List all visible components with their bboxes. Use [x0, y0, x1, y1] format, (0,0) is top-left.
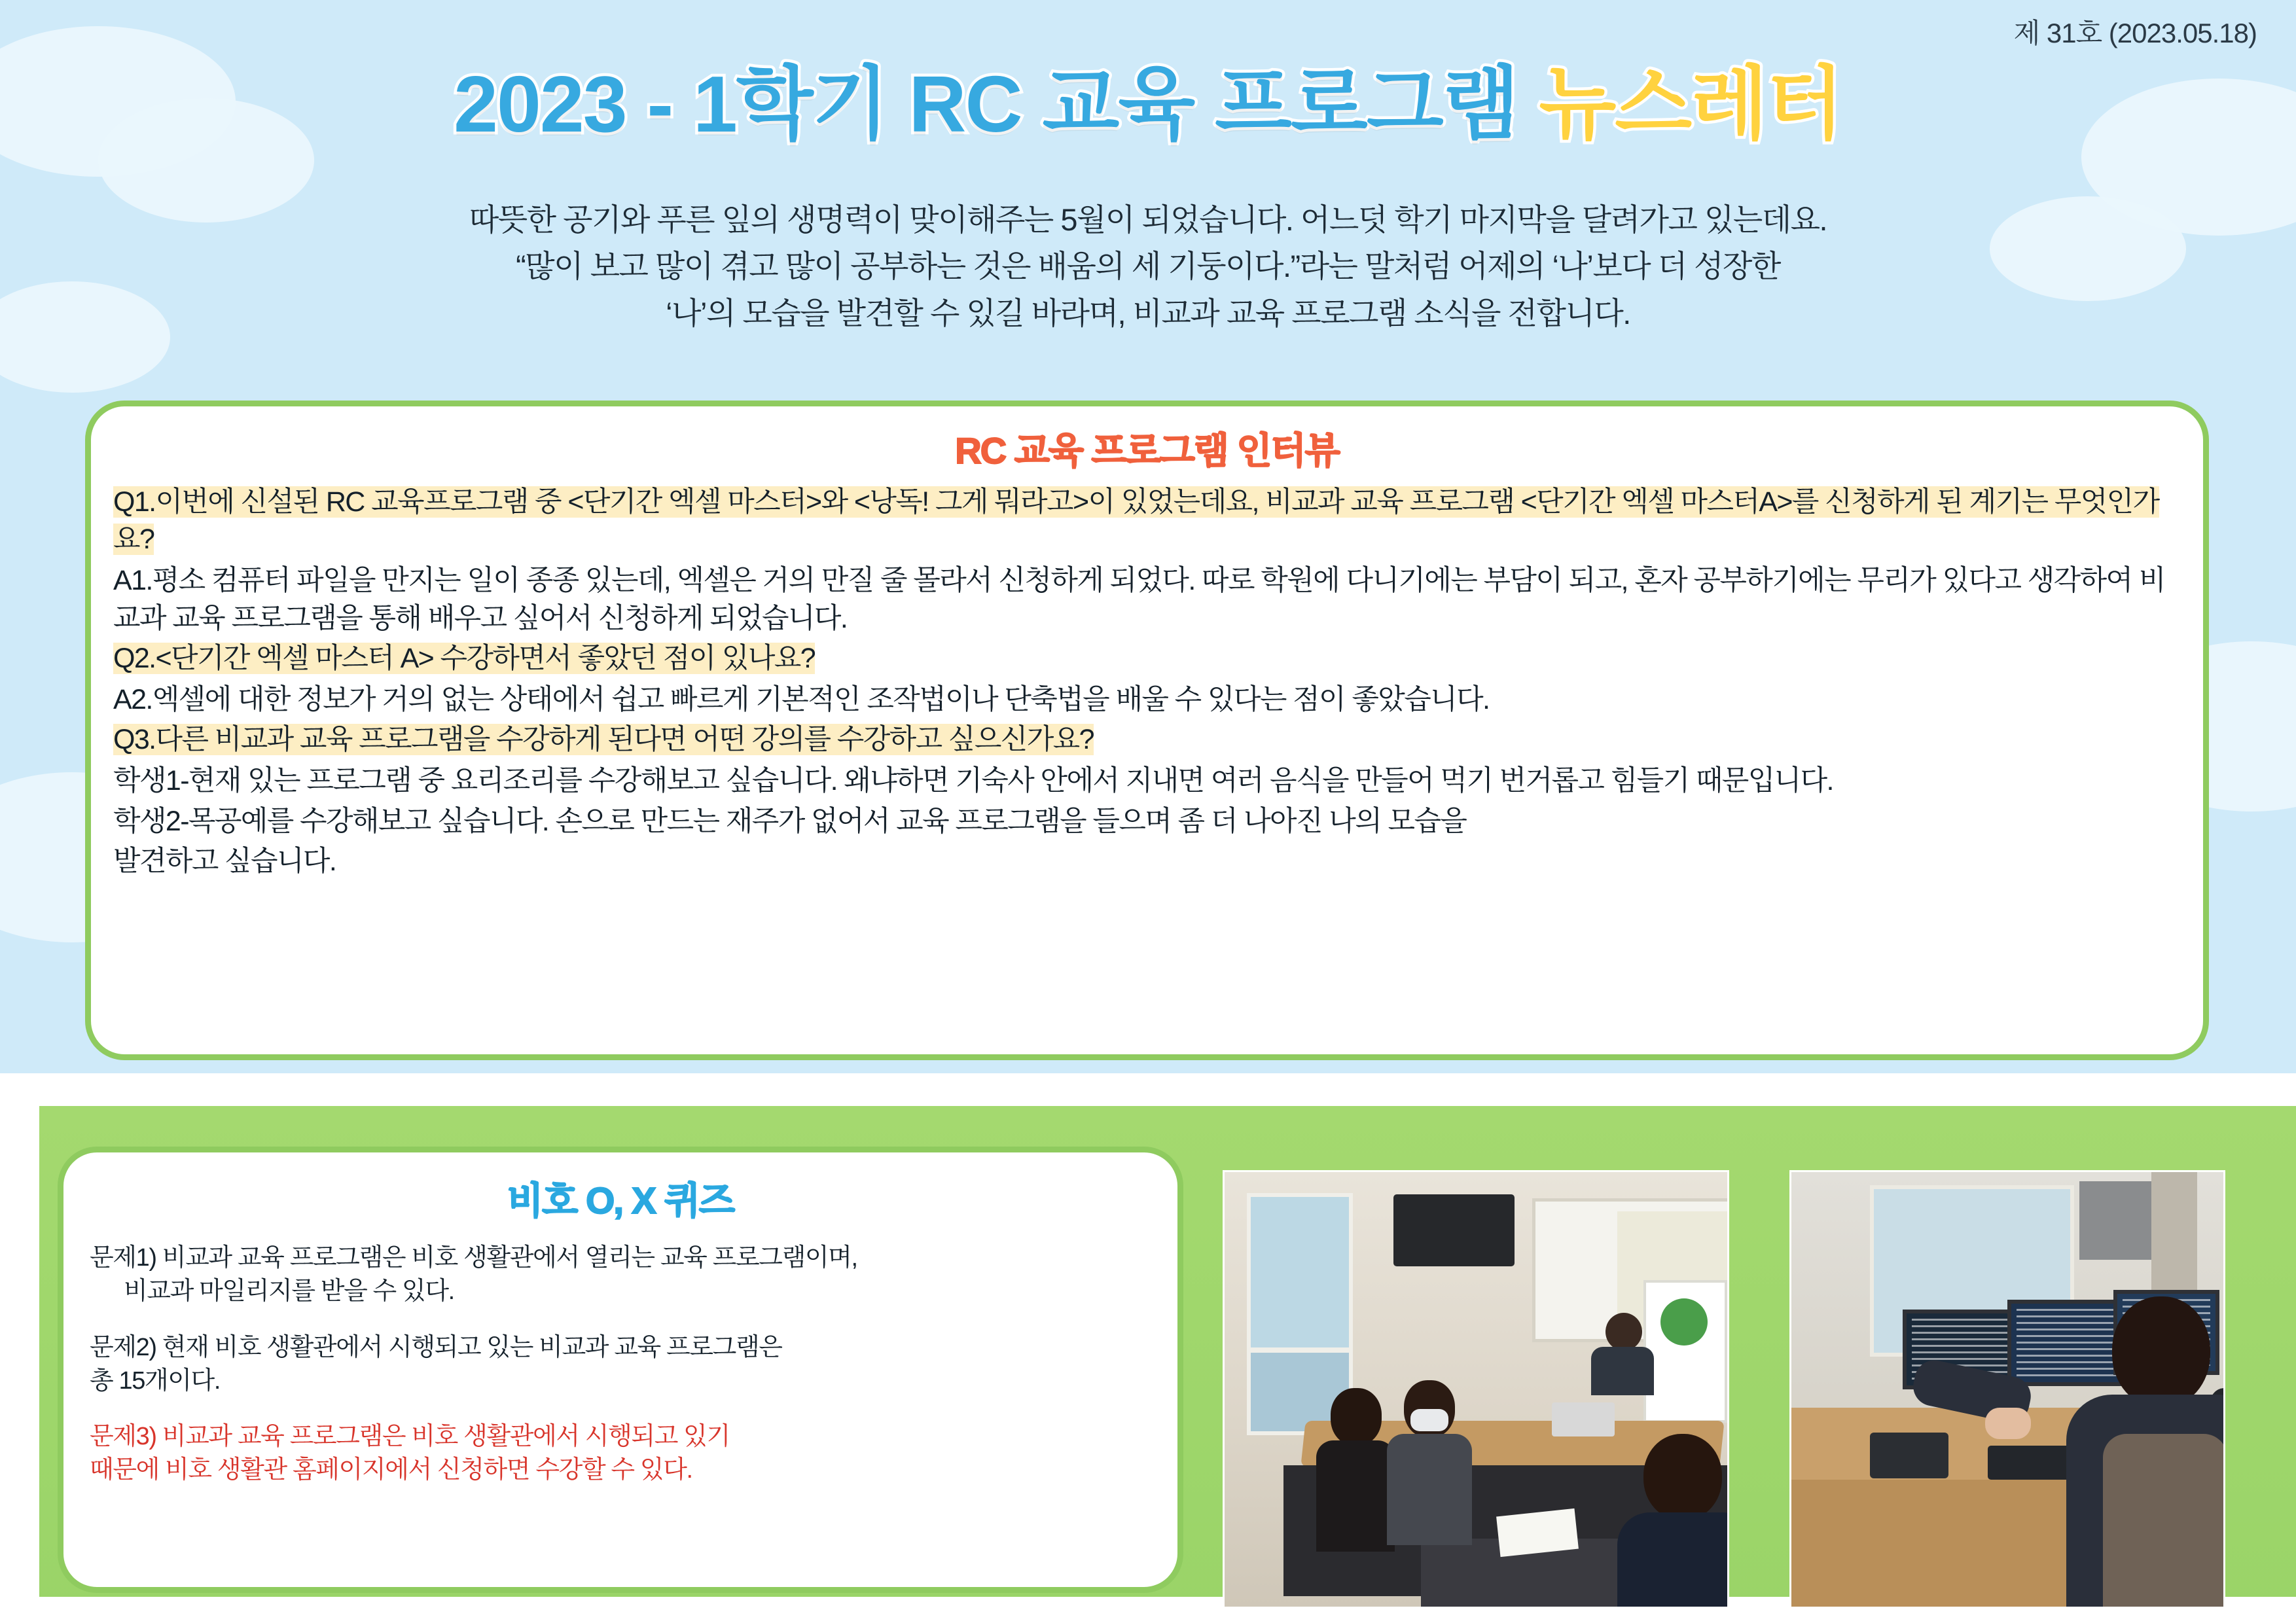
person-head	[1331, 1388, 1382, 1446]
person-head	[2112, 1296, 2210, 1408]
quiz-item-line2: 때문에 비호 생활관 홈페이지에서 신청하면 수강할 수 있다.	[90, 1456, 692, 1484]
person-shape	[1316, 1388, 1395, 1545]
person-vest	[2103, 1434, 2225, 1609]
white-left-strip	[0, 1106, 39, 1623]
intro-line-2: “많이 보고 많이 겪고 많이 공부하는 것은 배움의 세 기둥이다.”라는 말처럼 어제의 ‘나’보다 더 성장한	[516, 249, 1780, 284]
intro-line-3: ‘나’의 모습을 발견할 수 있길 바라며, 비교과 교육 프로그램 소식을 전합니다.	[666, 295, 1630, 330]
quiz-item	[90, 1420, 1151, 1488]
interview-answer-3-student2: 학생2-목공예를 수강해보고 싶습니다. 손으로 만드는 재주가 없어서 교육 프로그램을 들으며 좀 더 나아진 나의 모습을	[113, 805, 1467, 837]
person-shape	[1591, 1313, 1654, 1391]
interview-answer-3-student1: 학생1-현재 있는 프로그램 중 요리조리를 수강해보고 싶습니다. 왜냐하면 기숙사 안에서 지내면 여러 음식을 만들어 먹기 번거롭고 힘들기 때문입니다.	[113, 765, 1833, 797]
interview-question-3: Q3.다른 비교과 교육 프로그램을 수강하게 된다면 어떤 강의를 수강하고 싶으신가요?	[113, 724, 1094, 756]
laptop-shape	[1552, 1402, 1615, 1436]
person-shape	[1617, 1434, 1729, 1609]
photo-seminar-room	[1223, 1170, 1729, 1609]
interview-section	[85, 401, 2209, 1060]
interview-q2-block	[113, 640, 2181, 677]
quiz-item	[90, 1331, 1151, 1399]
page-title-main: 2023 - 1학기 RC 교육 프로그램	[454, 60, 1518, 149]
person-shape	[2066, 1296, 2225, 1609]
person-head	[1643, 1434, 1722, 1520]
person-body	[1316, 1440, 1395, 1552]
window-shape	[1247, 1193, 1353, 1351]
person-hand	[1985, 1408, 2031, 1439]
photo-computer-lab	[1789, 1170, 2225, 1609]
quiz-item-line1: 문제1) 비교과 교육 프로그램은 비호 생활관에서 열리는 교육 프로그램이며,	[90, 1244, 857, 1272]
quiz-item-line2: 비교과 마일리지를 받을 수 있다.	[124, 1277, 454, 1306]
banner-shape	[1643, 1280, 1727, 1423]
intro-paragraph	[0, 196, 2296, 336]
interview-answer-3-student2-cont: 발견하고 싶습니다.	[113, 845, 336, 877]
photo-gallery	[1196, 1160, 2251, 1598]
issue-number: 제 31호 (2023.05.18)	[2013, 18, 2257, 48]
logo-shape	[1660, 1298, 1708, 1346]
quiz-item	[90, 1241, 1151, 1309]
page-title-accent: 뉴스레터	[1539, 60, 1842, 149]
interview-question-1: Q1.이번에 신설된 RC 교육프로그램 중 <단기간 엑셀 마스터>와 <낭독! 그게 뭐라고>이 있었는데요, 비교과 교육 프로그램 <단기간 엑셀 마스터A>를 신청하게 된 계기는 무엇인가요?	[113, 486, 2159, 556]
tv-shape	[1393, 1194, 1515, 1266]
person-body	[1387, 1434, 1472, 1545]
quiz-item-line2: 총 15개이다.	[90, 1366, 221, 1395]
interview-q1-block	[113, 484, 2181, 558]
person-body	[1617, 1512, 1729, 1609]
phone-shape	[1870, 1433, 1948, 1478]
paper-shape	[1496, 1508, 1579, 1557]
page-title	[0, 60, 2296, 149]
quiz-item-line1: 문제3) 비교과 교육 프로그램은 비호 생활관에서 시행되고 있기	[90, 1423, 730, 1451]
quiz-item-line1: 문제2) 현재 비호 생활관에서 시행되고 있는 비교과 교육 프로그램은	[90, 1333, 782, 1361]
interview-q3-block	[113, 721, 2181, 758]
interview-title: RC 교육 프로그램 인터뷰	[955, 430, 1339, 471]
intro-line-1: 따뜻한 공기와 푸른 잎의 생명력이 맞이해주는 5월이 되었습니다. 어느덧 학기 마지막을 달려가고 있는데요.	[469, 202, 1827, 237]
person-body	[1591, 1347, 1654, 1395]
mask-shape	[1410, 1409, 1448, 1431]
person-head	[1605, 1313, 1642, 1351]
quiz-section	[58, 1147, 1183, 1593]
interview-answer-1: A1.평소 컴퓨터 파일을 만지는 일이 종종 있는데, 엑셀은 거의 만질 줄 몰라서 신청하게 되었다. 따로 학원에 다니기에는 부담이 되고, 혼자 공부하기에는 무리가 있다고 생각하여 비교과 교육 프로그램을 통해 배우고 싶어서 신청하게 되었습니다.	[113, 565, 2165, 634]
quiz-title: 비호 O, X 퀴즈	[507, 1180, 734, 1222]
person-shape	[1387, 1380, 1472, 1544]
interview-question-2: Q2.<단기간 엑셀 마스터 A> 수강하면서 좋았던 점이 있나요?	[113, 642, 816, 674]
interview-answer-2: A2.엑셀에 대한 정보가 거의 없는 상태에서 쉽고 빠르게 기본적인 조작법이나 단축법을 배울 수 있다는 점이 좋았습니다.	[113, 683, 1490, 715]
